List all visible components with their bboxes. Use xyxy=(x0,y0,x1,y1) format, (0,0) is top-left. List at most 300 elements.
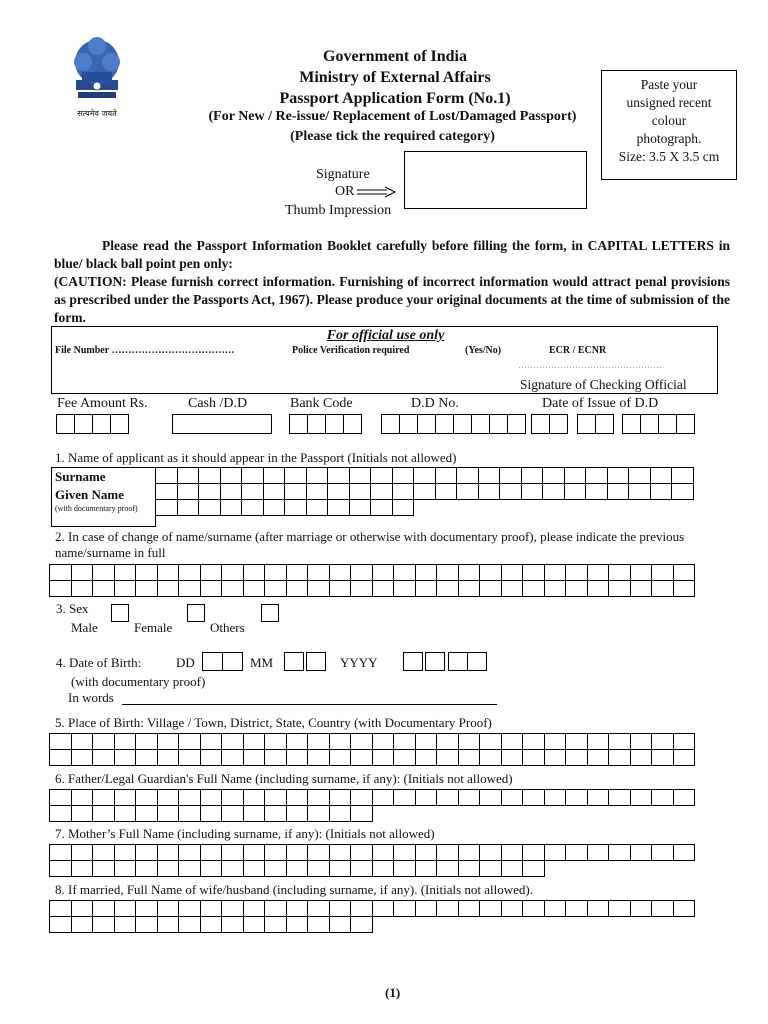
letter-box[interactable] xyxy=(221,564,244,581)
letter-box[interactable] xyxy=(329,844,352,861)
letter-box[interactable] xyxy=(49,580,72,597)
letter-box[interactable] xyxy=(71,564,94,581)
letter-box[interactable] xyxy=(264,805,287,822)
letter-box[interactable] xyxy=(221,749,244,766)
letter-box[interactable] xyxy=(522,844,545,861)
letter-box[interactable] xyxy=(157,749,180,766)
letter-box[interactable] xyxy=(651,900,674,917)
letter-box[interactable] xyxy=(501,844,524,861)
letter-box[interactable] xyxy=(264,733,287,750)
letter-box[interactable] xyxy=(479,900,502,917)
letter-box[interactable] xyxy=(114,564,137,581)
letter-box[interactable] xyxy=(327,483,350,500)
letter-box[interactable] xyxy=(284,467,307,484)
letter-box[interactable] xyxy=(544,749,567,766)
letter-box[interactable] xyxy=(221,860,244,877)
letter-box[interactable] xyxy=(608,564,631,581)
letter-box[interactable] xyxy=(479,733,502,750)
letter-box[interactable] xyxy=(608,749,631,766)
letter-box[interactable] xyxy=(587,844,610,861)
letter-box[interactable] xyxy=(673,564,696,581)
letter-box[interactable] xyxy=(178,580,201,597)
letter-box[interactable] xyxy=(458,860,481,877)
letter-box[interactable] xyxy=(263,483,286,500)
letter-box[interactable] xyxy=(49,916,72,933)
letter-box[interactable] xyxy=(71,805,94,822)
letter-box[interactable] xyxy=(671,467,694,484)
letter-box[interactable] xyxy=(393,789,416,806)
letter-box[interactable] xyxy=(49,805,72,822)
letter-box[interactable] xyxy=(436,860,459,877)
letter-box[interactable] xyxy=(135,564,158,581)
letter-box[interactable] xyxy=(650,467,673,484)
letter-box[interactable] xyxy=(286,844,309,861)
letter-box[interactable] xyxy=(499,467,522,484)
letter-box[interactable] xyxy=(393,564,416,581)
letter-box[interactable] xyxy=(542,467,565,484)
letter-box[interactable] xyxy=(71,749,94,766)
letter-box[interactable] xyxy=(49,860,72,877)
letter-box[interactable] xyxy=(155,483,178,500)
letter-box[interactable] xyxy=(286,900,309,917)
dd-date-day[interactable] xyxy=(531,414,567,433)
q5-place-of-birth-grid[interactable] xyxy=(49,733,694,765)
sex-female-checkbox[interactable] xyxy=(187,604,205,622)
letter-box[interactable] xyxy=(178,844,201,861)
letter-box[interactable] xyxy=(671,483,694,500)
letter-box[interactable] xyxy=(241,467,264,484)
letter-box[interactable] xyxy=(221,789,244,806)
letter-box[interactable] xyxy=(651,789,674,806)
letter-box[interactable] xyxy=(135,733,158,750)
letter-box[interactable] xyxy=(71,789,94,806)
letter-box[interactable] xyxy=(307,844,330,861)
letter-box[interactable] xyxy=(630,900,653,917)
letter-box[interactable] xyxy=(307,733,330,750)
letter-box[interactable] xyxy=(608,844,631,861)
letter-box[interactable] xyxy=(436,749,459,766)
letter-box[interactable] xyxy=(564,483,587,500)
letter-box[interactable] xyxy=(286,916,309,933)
letter-box[interactable] xyxy=(608,900,631,917)
letter-box[interactable] xyxy=(372,789,395,806)
letter-box[interactable] xyxy=(630,733,653,750)
letter-box[interactable] xyxy=(221,805,244,822)
letter-box[interactable] xyxy=(71,860,94,877)
letter-box[interactable] xyxy=(479,580,502,597)
letter-box[interactable] xyxy=(350,789,373,806)
letter-box[interactable] xyxy=(372,733,395,750)
letter-box[interactable] xyxy=(350,733,373,750)
letter-box[interactable] xyxy=(415,749,438,766)
letter-box[interactable] xyxy=(392,483,415,500)
letter-box[interactable] xyxy=(286,733,309,750)
letter-box[interactable] xyxy=(114,789,137,806)
letter-box[interactable] xyxy=(155,499,178,516)
letter-box[interactable] xyxy=(220,467,243,484)
letter-box[interactable] xyxy=(372,580,395,597)
letter-box[interactable] xyxy=(479,749,502,766)
letter-box[interactable] xyxy=(350,844,373,861)
letter-box[interactable] xyxy=(544,580,567,597)
letter-box[interactable] xyxy=(673,900,696,917)
q6-father-name-grid[interactable] xyxy=(49,789,694,821)
letter-box[interactable] xyxy=(264,900,287,917)
letter-box[interactable] xyxy=(436,900,459,917)
letter-box[interactable] xyxy=(178,564,201,581)
letter-box[interactable] xyxy=(243,789,266,806)
letter-box[interactable] xyxy=(651,564,674,581)
photo-box[interactable] xyxy=(601,70,737,180)
letter-box[interactable] xyxy=(478,483,501,500)
letter-box[interactable] xyxy=(178,916,201,933)
letter-box[interactable] xyxy=(243,860,266,877)
letter-box[interactable] xyxy=(456,467,479,484)
letter-box[interactable] xyxy=(71,900,94,917)
letter-box[interactable] xyxy=(264,564,287,581)
letter-box[interactable] xyxy=(241,499,264,516)
letter-box[interactable] xyxy=(650,483,673,500)
letter-box[interactable] xyxy=(307,580,330,597)
letter-box[interactable] xyxy=(608,733,631,750)
letter-box[interactable] xyxy=(544,789,567,806)
letter-box[interactable] xyxy=(92,805,115,822)
letter-box[interactable] xyxy=(264,844,287,861)
letter-box[interactable] xyxy=(349,483,372,500)
dob-month-boxes[interactable] xyxy=(284,652,326,671)
letter-box[interactable] xyxy=(286,580,309,597)
letter-box[interactable] xyxy=(630,564,653,581)
letter-box[interactable] xyxy=(200,733,223,750)
letter-box[interactable] xyxy=(200,900,223,917)
letter-box[interactable] xyxy=(329,916,352,933)
letter-box[interactable] xyxy=(522,564,545,581)
letter-box[interactable] xyxy=(392,499,415,516)
letter-box[interactable] xyxy=(436,564,459,581)
letter-box[interactable] xyxy=(243,580,266,597)
letter-box[interactable] xyxy=(393,844,416,861)
letter-box[interactable] xyxy=(436,580,459,597)
letter-box[interactable] xyxy=(306,483,329,500)
letter-box[interactable] xyxy=(479,564,502,581)
letter-box[interactable] xyxy=(329,564,352,581)
letter-box[interactable] xyxy=(135,789,158,806)
letter-box[interactable] xyxy=(157,789,180,806)
letter-box[interactable] xyxy=(71,580,94,597)
letter-box[interactable] xyxy=(284,499,307,516)
letter-box[interactable] xyxy=(479,860,502,877)
letter-box[interactable] xyxy=(436,789,459,806)
letter-box[interactable] xyxy=(243,749,266,766)
letter-box[interactable] xyxy=(501,564,524,581)
q7-mother-name-grid[interactable] xyxy=(49,844,694,876)
letter-box[interactable] xyxy=(329,860,352,877)
letter-box[interactable] xyxy=(221,900,244,917)
letter-box[interactable] xyxy=(415,580,438,597)
letter-box[interactable] xyxy=(565,733,588,750)
letter-box[interactable] xyxy=(49,564,72,581)
letter-box[interactable] xyxy=(413,467,436,484)
letter-box[interactable] xyxy=(221,580,244,597)
letter-box[interactable] xyxy=(307,749,330,766)
letter-box[interactable] xyxy=(372,749,395,766)
letter-box[interactable] xyxy=(458,580,481,597)
letter-box[interactable] xyxy=(587,580,610,597)
letter-box[interactable] xyxy=(479,789,502,806)
letter-box[interactable] xyxy=(71,844,94,861)
letter-box[interactable] xyxy=(628,467,651,484)
letter-box[interactable] xyxy=(264,789,287,806)
letter-box[interactable] xyxy=(329,733,352,750)
letter-box[interactable] xyxy=(607,483,630,500)
letter-box[interactable] xyxy=(651,580,674,597)
letter-box[interactable] xyxy=(284,483,307,500)
letter-box[interactable] xyxy=(177,483,200,500)
letter-box[interactable] xyxy=(501,733,524,750)
letter-box[interactable] xyxy=(135,916,158,933)
letter-box[interactable] xyxy=(436,733,459,750)
letter-box[interactable] xyxy=(544,900,567,917)
letter-box[interactable] xyxy=(200,805,223,822)
letter-box[interactable] xyxy=(501,900,524,917)
letter-box[interactable] xyxy=(349,499,372,516)
dob-day-boxes[interactable] xyxy=(202,652,242,670)
letter-box[interactable] xyxy=(114,749,137,766)
letter-box[interactable] xyxy=(178,860,201,877)
letter-box[interactable] xyxy=(286,805,309,822)
letter-box[interactable] xyxy=(49,789,72,806)
letter-box[interactable] xyxy=(200,749,223,766)
letter-box[interactable] xyxy=(286,789,309,806)
letter-box[interactable] xyxy=(114,844,137,861)
letter-box[interactable] xyxy=(413,483,436,500)
letter-box[interactable] xyxy=(501,789,524,806)
letter-box[interactable] xyxy=(157,564,180,581)
letter-box[interactable] xyxy=(350,805,373,822)
letter-box[interactable] xyxy=(155,467,178,484)
letter-box[interactable] xyxy=(587,749,610,766)
letter-box[interactable] xyxy=(178,749,201,766)
sex-others-checkbox[interactable] xyxy=(261,604,279,622)
letter-box[interactable] xyxy=(263,499,286,516)
letter-box[interactable] xyxy=(221,844,244,861)
sex-male-checkbox[interactable] xyxy=(111,604,129,622)
fee-amount-boxes[interactable] xyxy=(56,414,128,433)
letter-box[interactable] xyxy=(372,900,395,917)
letter-box[interactable] xyxy=(565,564,588,581)
letter-box[interactable] xyxy=(177,499,200,516)
letter-box[interactable] xyxy=(49,900,72,917)
letter-box[interactable] xyxy=(178,789,201,806)
letter-box[interactable] xyxy=(200,860,223,877)
letter-box[interactable] xyxy=(392,467,415,484)
letter-box[interactable] xyxy=(200,564,223,581)
letter-box[interactable] xyxy=(221,733,244,750)
letter-box[interactable] xyxy=(49,844,72,861)
letter-box[interactable] xyxy=(630,844,653,861)
letter-box[interactable] xyxy=(630,749,653,766)
letter-box[interactable] xyxy=(501,580,524,597)
letter-box[interactable] xyxy=(114,916,137,933)
letter-box[interactable] xyxy=(264,860,287,877)
signature-box[interactable] xyxy=(404,151,587,209)
letter-box[interactable] xyxy=(435,483,458,500)
letter-box[interactable] xyxy=(157,916,180,933)
letter-box[interactable] xyxy=(157,844,180,861)
dd-date-month[interactable] xyxy=(577,414,613,433)
letter-box[interactable] xyxy=(92,789,115,806)
letter-box[interactable] xyxy=(499,483,522,500)
letter-box[interactable] xyxy=(479,844,502,861)
letter-box[interactable] xyxy=(157,580,180,597)
letter-box[interactable] xyxy=(243,564,266,581)
letter-box[interactable] xyxy=(673,749,696,766)
letter-box[interactable] xyxy=(221,916,244,933)
letter-box[interactable] xyxy=(372,860,395,877)
letter-box[interactable] xyxy=(458,749,481,766)
letter-box[interactable] xyxy=(49,749,72,766)
letter-box[interactable] xyxy=(306,499,329,516)
letter-box[interactable] xyxy=(522,789,545,806)
letter-box[interactable] xyxy=(587,789,610,806)
letter-box[interactable] xyxy=(372,844,395,861)
letter-box[interactable] xyxy=(522,860,545,877)
letter-box[interactable] xyxy=(501,860,524,877)
letter-box[interactable] xyxy=(415,900,438,917)
letter-box[interactable] xyxy=(135,860,158,877)
letter-box[interactable] xyxy=(306,467,329,484)
letter-box[interactable] xyxy=(587,733,610,750)
letter-box[interactable] xyxy=(415,844,438,861)
letter-box[interactable] xyxy=(198,483,221,500)
letter-box[interactable] xyxy=(329,789,352,806)
letter-box[interactable] xyxy=(651,844,674,861)
letter-box[interactable] xyxy=(458,789,481,806)
letter-box[interactable] xyxy=(651,749,674,766)
letter-box[interactable] xyxy=(522,580,545,597)
letter-box[interactable] xyxy=(565,789,588,806)
letter-box[interactable] xyxy=(607,467,630,484)
letter-box[interactable] xyxy=(220,499,243,516)
letter-box[interactable] xyxy=(458,564,481,581)
letter-box[interactable] xyxy=(157,900,180,917)
cash-dd-box[interactable] xyxy=(172,414,272,434)
letter-box[interactable] xyxy=(135,805,158,822)
letter-box[interactable] xyxy=(458,900,481,917)
letter-box[interactable] xyxy=(435,467,458,484)
letter-box[interactable] xyxy=(49,733,72,750)
letter-box[interactable] xyxy=(243,916,266,933)
letter-box[interactable] xyxy=(415,860,438,877)
letter-box[interactable] xyxy=(263,467,286,484)
letter-box[interactable] xyxy=(243,733,266,750)
letter-box[interactable] xyxy=(286,860,309,877)
letter-box[interactable] xyxy=(327,499,350,516)
letter-box[interactable] xyxy=(585,467,608,484)
letter-box[interactable] xyxy=(673,844,696,861)
letter-box[interactable] xyxy=(307,900,330,917)
letter-box[interactable] xyxy=(92,580,115,597)
letter-box[interactable] xyxy=(157,805,180,822)
letter-box[interactable] xyxy=(565,844,588,861)
letter-box[interactable] xyxy=(135,749,158,766)
letter-box[interactable] xyxy=(264,749,287,766)
letter-box[interactable] xyxy=(456,483,479,500)
letter-box[interactable] xyxy=(436,844,459,861)
dd-date-year[interactable] xyxy=(622,414,694,433)
letter-box[interactable] xyxy=(608,580,631,597)
letter-box[interactable] xyxy=(350,749,373,766)
letter-box[interactable] xyxy=(350,860,373,877)
letter-box[interactable] xyxy=(370,499,393,516)
letter-box[interactable] xyxy=(522,733,545,750)
letter-box[interactable] xyxy=(393,733,416,750)
letter-box[interactable] xyxy=(92,900,115,917)
letter-box[interactable] xyxy=(157,860,180,877)
letter-box[interactable] xyxy=(587,900,610,917)
letter-box[interactable] xyxy=(114,900,137,917)
letter-box[interactable] xyxy=(393,860,416,877)
letter-box[interactable] xyxy=(327,467,350,484)
letter-box[interactable] xyxy=(370,467,393,484)
letter-box[interactable] xyxy=(243,805,266,822)
letter-box[interactable] xyxy=(329,805,352,822)
letter-box[interactable] xyxy=(307,916,330,933)
letter-box[interactable] xyxy=(415,789,438,806)
letter-box[interactable] xyxy=(478,467,501,484)
letter-box[interactable] xyxy=(92,860,115,877)
letter-box[interactable] xyxy=(200,916,223,933)
letter-box[interactable] xyxy=(521,483,544,500)
letter-box[interactable] xyxy=(393,580,416,597)
letter-box[interactable] xyxy=(349,467,372,484)
letter-box[interactable] xyxy=(114,805,137,822)
dd-no-boxes[interactable] xyxy=(381,414,525,433)
letter-box[interactable] xyxy=(71,916,94,933)
letter-box[interactable] xyxy=(157,733,180,750)
q1-name-grid[interactable] xyxy=(155,467,693,515)
letter-box[interactable] xyxy=(286,564,309,581)
dob-year-boxes[interactable] xyxy=(403,652,486,671)
letter-box[interactable] xyxy=(350,580,373,597)
letter-box[interactable] xyxy=(286,749,309,766)
letter-box[interactable] xyxy=(178,805,201,822)
letter-box[interactable] xyxy=(522,749,545,766)
letter-box[interactable] xyxy=(350,916,373,933)
letter-box[interactable] xyxy=(200,844,223,861)
letter-box[interactable] xyxy=(630,789,653,806)
letter-box[interactable] xyxy=(114,733,137,750)
letter-box[interactable] xyxy=(565,749,588,766)
letter-box[interactable] xyxy=(329,580,352,597)
letter-box[interactable] xyxy=(114,580,137,597)
letter-box[interactable] xyxy=(673,789,696,806)
letter-box[interactable] xyxy=(522,900,545,917)
letter-box[interactable] xyxy=(177,467,200,484)
letter-box[interactable] xyxy=(135,580,158,597)
dob-in-words-line[interactable] xyxy=(122,704,497,705)
letter-box[interactable] xyxy=(198,499,221,516)
letter-box[interactable] xyxy=(220,483,243,500)
letter-box[interactable] xyxy=(501,749,524,766)
letter-box[interactable] xyxy=(393,749,416,766)
letter-box[interactable] xyxy=(544,564,567,581)
letter-box[interactable] xyxy=(243,844,266,861)
letter-box[interactable] xyxy=(92,749,115,766)
letter-box[interactable] xyxy=(135,900,158,917)
letter-box[interactable] xyxy=(264,580,287,597)
letter-box[interactable] xyxy=(673,580,696,597)
